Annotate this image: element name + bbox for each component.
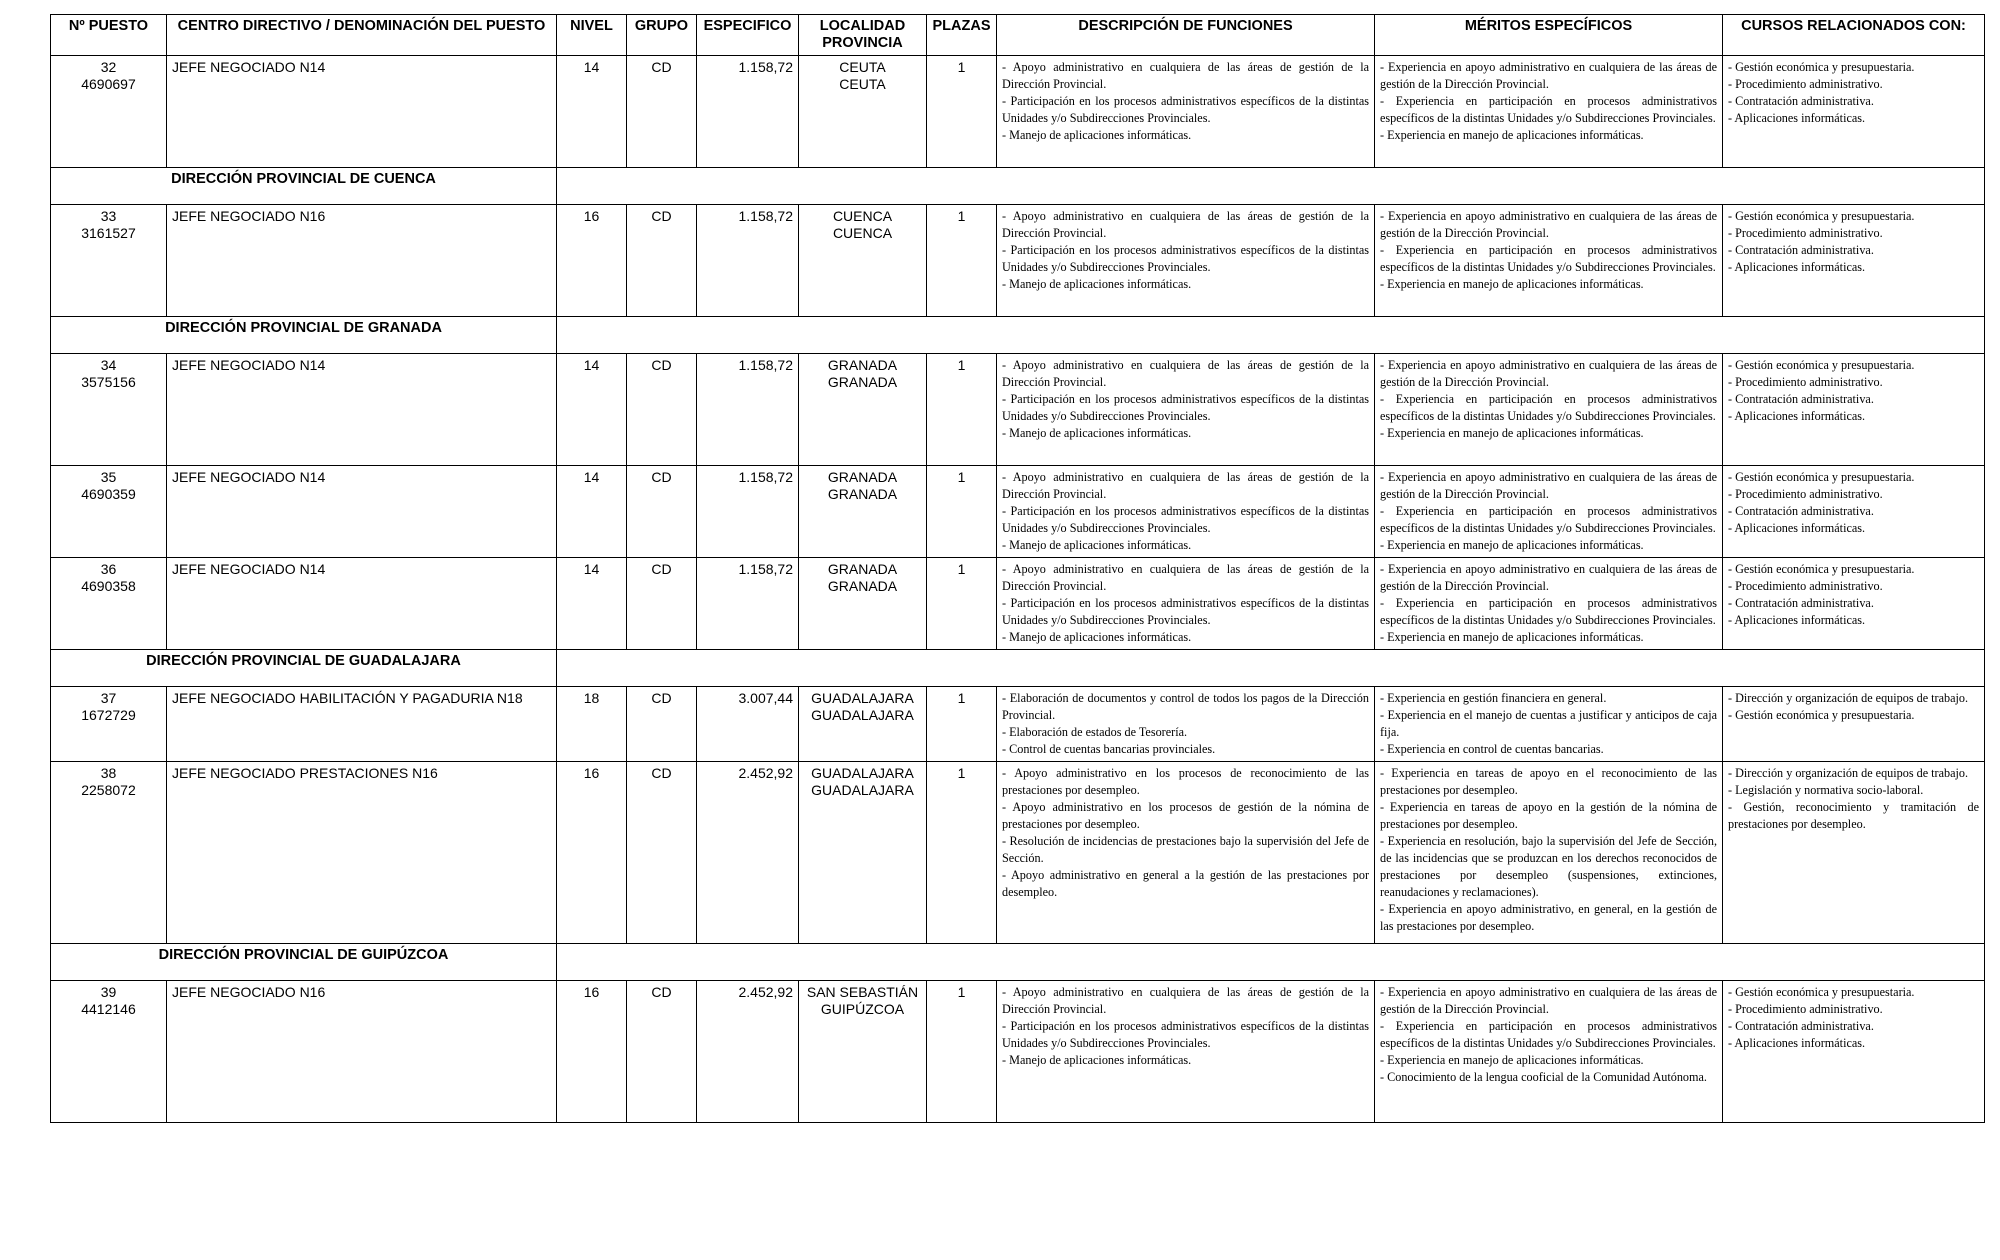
position-code: 1672729 [81, 707, 136, 723]
provincia-name: CUENCA [832, 225, 893, 241]
cursos-cell [1723, 466, 1985, 558]
curso-item: - Gestión económica y presupuestaria. [1728, 60, 1915, 74]
section-row [51, 944, 1985, 981]
plazas-cell: 1 [927, 56, 997, 168]
funcion-item: - Participación en los procesos administrativos específicos de la distintas Unidades y/o Subdirecciones Provinciales. [1002, 504, 1369, 535]
position-title: JEFE NEGOCIADO N16 [167, 205, 557, 317]
especifico-cell: 1.158,72 [697, 466, 799, 558]
table-row [51, 354, 1985, 466]
funcion-item: - Participación en los procesos administrativos específicos de la distintas Unidades y/o Subdirecciones Provinciales. [1002, 94, 1369, 125]
col-header-nivel: NIVEL [557, 15, 627, 56]
grupo-cell: CD [627, 762, 697, 944]
curso-item: - Dirección y organización de equipos de trabajo. [1728, 766, 1969, 780]
merito-item: - Experiencia en participación en procesos administrativos específicos de la distintas Unidades y/o Subdirecciones Provinciales. [1380, 392, 1717, 423]
position-code: 4412146 [81, 1001, 136, 1017]
col-header-descripcion: DESCRIPCIÓN DE FUNCIONES [997, 15, 1375, 56]
localidad-cell [799, 56, 927, 168]
grupo-cell: CD [627, 56, 697, 168]
position-code: 3161527 [81, 225, 136, 241]
curso-item: - Procedimiento administrativo. [1728, 375, 1883, 389]
merito-item: - Experiencia en apoyo administrativo en cualquiera de las áreas de gestión de la Dirección Provincial. [1380, 358, 1717, 389]
funciones-cell [997, 354, 1375, 466]
section-row-fill [557, 317, 1985, 354]
funciones-cell [997, 558, 1375, 650]
curso-item: - Gestión económica y presupuestaria. [1728, 358, 1915, 372]
funcion-item: - Elaboración de estados de Tesorería. [1002, 725, 1188, 739]
funcion-item: - Apoyo administrativo en cualquiera de las áreas de gestión de la Dirección Provincial. [1002, 470, 1369, 501]
merito-item: - Experiencia en apoyo administrativo en cualquiera de las áreas de gestión de la Dirección Provincial. [1380, 60, 1717, 91]
position-number: 32 [100, 59, 117, 75]
plazas-cell: 1 [927, 558, 997, 650]
curso-item: - Aplicaciones informáticas. [1728, 1036, 1866, 1050]
localidad-name: CEUTA [839, 59, 886, 75]
cursos-cell [1723, 354, 1985, 466]
position-title: JEFE NEGOCIADO N14 [167, 56, 557, 168]
localidad-name: GRANADA [827, 561, 898, 577]
table-row [51, 466, 1985, 558]
curso-item: - Legislación y normativa socio-laboral. [1728, 783, 1924, 797]
section-row-fill [557, 944, 1985, 981]
job-positions-table [50, 14, 1985, 1123]
funcion-item: - Control de cuentas bancarias provinciales. [1002, 742, 1216, 756]
section-row [51, 317, 1985, 354]
table-header [51, 15, 1985, 56]
merito-item: - Experiencia en apoyo administrativo en cualquiera de las áreas de gestión de la Dirección Provincial. [1380, 470, 1717, 501]
section-title: DIRECCIÓN PROVINCIAL DE GUADALAJARA [51, 650, 557, 687]
curso-item: - Gestión económica y presupuestaria. [1728, 562, 1915, 576]
localidad-name: SAN SEBASTIÁN [806, 984, 919, 1000]
funcion-item: - Manejo de aplicaciones informáticas. [1002, 538, 1192, 552]
section-row [51, 168, 1985, 205]
merito-item: - Experiencia en gestión financiera en general. [1380, 691, 1607, 705]
especifico-cell: 1.158,72 [697, 56, 799, 168]
cursos-cell [1723, 981, 1985, 1123]
curso-item: - Contratación administrativa. [1728, 94, 1874, 108]
curso-item: - Gestión económica y presupuestaria. [1728, 470, 1915, 484]
funciones-cell [997, 687, 1375, 762]
merito-item: - Experiencia en apoyo administrativo en cualquiera de las áreas de gestión de la Dirección Provincial. [1380, 985, 1717, 1016]
nivel-cell: 18 [557, 687, 627, 762]
localidad-cell [799, 687, 927, 762]
grupo-cell: CD [627, 687, 697, 762]
section-row-fill [557, 650, 1985, 687]
nivel-cell: 16 [557, 981, 627, 1123]
funciones-cell [997, 981, 1375, 1123]
provincia-name: CEUTA [839, 76, 886, 92]
section-title: DIRECCIÓN PROVINCIAL DE GRANADA [51, 317, 557, 354]
meritos-cell [1375, 558, 1723, 650]
curso-item: - Contratación administrativa. [1728, 392, 1874, 406]
funcion-item: - Manejo de aplicaciones informáticas. [1002, 277, 1192, 291]
funcion-item: - Participación en los procesos administrativos específicos de la distintas Unidades y/o Subdirecciones Provinciales. [1002, 392, 1369, 423]
localidad-cell [799, 354, 927, 466]
merito-item: - Experiencia en manejo de aplicaciones informáticas. [1380, 538, 1644, 552]
localidad-cell [799, 981, 927, 1123]
plazas-cell: 1 [927, 466, 997, 558]
position-title: JEFE NEGOCIADO N14 [167, 466, 557, 558]
curso-item: - Procedimiento administrativo. [1728, 77, 1883, 91]
localidad-name: CUENCA [832, 208, 893, 224]
curso-item: - Gestión económica y presupuestaria. [1728, 708, 1915, 722]
especifico-cell: 3.007,44 [697, 687, 799, 762]
curso-item: - Contratación administrativa. [1728, 1019, 1874, 1033]
plazas-cell: 1 [927, 205, 997, 317]
funcion-item: - Manejo de aplicaciones informáticas. [1002, 630, 1192, 644]
funcion-item: - Participación en los procesos administrativos específicos de la distintas Unidades y/o Subdirecciones Provinciales. [1002, 1019, 1369, 1050]
position-id-cell [51, 354, 167, 466]
especifico-cell: 2.452,92 [697, 981, 799, 1123]
section-title: DIRECCIÓN PROVINCIAL DE CUENCA [51, 168, 557, 205]
position-number: 35 [100, 469, 117, 485]
col-header-localidad-line2: PROVINCIA [822, 35, 903, 51]
curso-item: - Aplicaciones informáticas. [1728, 260, 1866, 274]
curso-item: - Contratación administrativa. [1728, 504, 1874, 518]
nivel-cell: 14 [557, 56, 627, 168]
col-header-localidad-line1: LOCALIDAD [819, 18, 906, 34]
position-number: 34 [100, 357, 117, 373]
localidad-cell [799, 558, 927, 650]
funcion-item: - Apoyo administrativo en cualquiera de las áreas de gestión de la Dirección Provincial. [1002, 562, 1369, 593]
table-row [51, 558, 1985, 650]
localidad-cell [799, 466, 927, 558]
position-id-cell [51, 762, 167, 944]
cursos-cell [1723, 205, 1985, 317]
position-number: 38 [100, 765, 117, 781]
provincia-name: GUIPÚZCOA [820, 1001, 905, 1017]
table-row [51, 205, 1985, 317]
table-row [51, 762, 1985, 944]
curso-item: - Procedimiento administrativo. [1728, 579, 1883, 593]
merito-item: - Experiencia en participación en procesos administrativos específicos de la distintas Unidades y/o Subdirecciones Provinciales. [1380, 504, 1717, 535]
position-title: JEFE NEGOCIADO N14 [167, 354, 557, 466]
col-header-plazas: PLAZAS [927, 15, 997, 56]
provincia-name: GRANADA [827, 486, 898, 502]
table-row [51, 981, 1985, 1123]
funcion-item: - Participación en los procesos administrativos específicos de la distintas Unidades y/o Subdirecciones Provinciales. [1002, 596, 1369, 627]
funcion-item: - Manejo de aplicaciones informáticas. [1002, 1053, 1192, 1067]
funcion-item: - Apoyo administrativo en los procesos de reconocimiento de las prestaciones por desempleo. [1002, 766, 1369, 797]
plazas-cell: 1 [927, 981, 997, 1123]
nivel-cell: 14 [557, 354, 627, 466]
merito-item: - Experiencia en resolución, bajo la supervisión del Jefe de Sección, de las incidencias que se produzcan en los derechos reconocidos de prestaciones por desempleo (suspensiones, extinciones, reanudaciones y reclamaciones). [1380, 834, 1717, 899]
funciones-cell [997, 762, 1375, 944]
merito-item: - Experiencia en manejo de aplicaciones informáticas. [1380, 630, 1644, 644]
curso-item: - Aplicaciones informáticas. [1728, 613, 1866, 627]
localidad-name: GUADALAJARA [811, 765, 914, 781]
merito-item: - Experiencia en participación en procesos administrativos específicos de la distintas Unidades y/o Subdirecciones Provinciales. [1380, 1019, 1717, 1050]
meritos-cell [1375, 466, 1723, 558]
funcion-item: - Apoyo administrativo en cualquiera de las áreas de gestión de la Dirección Provincial. [1002, 358, 1369, 389]
table-row [51, 687, 1985, 762]
position-id-cell [51, 558, 167, 650]
merito-item: - Conocimiento de la lengua cooficial de la Comunidad Autónoma. [1380, 1070, 1707, 1084]
curso-item: - Contratación administrativa. [1728, 596, 1874, 610]
curso-item: - Aplicaciones informáticas. [1728, 521, 1866, 535]
col-header-grupo: GRUPO [627, 15, 697, 56]
position-number: 36 [100, 561, 117, 577]
position-number: 33 [100, 208, 117, 224]
provincia-name: GUADALAJARA [811, 782, 914, 798]
col-header-localidad [799, 15, 927, 56]
plazas-cell: 1 [927, 354, 997, 466]
position-id-cell [51, 56, 167, 168]
merito-item: - Experiencia en apoyo administrativo en cualquiera de las áreas de gestión de la Dirección Provincial. [1380, 209, 1717, 240]
meritos-cell [1375, 56, 1723, 168]
merito-item: - Experiencia en apoyo administrativo en cualquiera de las áreas de gestión de la Dirección Provincial. [1380, 562, 1717, 593]
localidad-name: GRANADA [827, 469, 898, 485]
cursos-cell [1723, 762, 1985, 944]
col-header-centro: CENTRO DIRECTIVO / DENOMINACIÓN DEL PUESTO [167, 15, 557, 56]
merito-item: - Experiencia en participación en procesos administrativos específicos de la distintas Unidades y/o Subdirecciones Provinciales. [1380, 596, 1717, 627]
funcion-item: - Apoyo administrativo en cualquiera de las áreas de gestión de la Dirección Provincial. [1002, 60, 1369, 91]
plazas-cell: 1 [927, 762, 997, 944]
curso-item: - Procedimiento administrativo. [1728, 1002, 1883, 1016]
cursos-cell [1723, 558, 1985, 650]
curso-item: - Gestión, reconocimiento y tramitación de prestaciones por desempleo. [1728, 800, 1979, 831]
localidad-name: GUADALAJARA [811, 690, 914, 706]
merito-item: - Experiencia en el manejo de cuentas a justificar y anticipos de caja fija. [1380, 708, 1717, 739]
funcion-item: - Manejo de aplicaciones informáticas. [1002, 426, 1192, 440]
localidad-cell [799, 205, 927, 317]
meritos-cell [1375, 687, 1723, 762]
funcion-item: - Apoyo administrativo en los procesos de gestión de la nómina de prestaciones por desempleo. [1002, 800, 1369, 831]
provincia-name: GRANADA [827, 578, 898, 594]
position-id-cell [51, 466, 167, 558]
section-title: DIRECCIÓN PROVINCIAL DE GUIPÚZCOA [51, 944, 557, 981]
col-header-especifico: ESPECIFICO [697, 15, 799, 56]
position-code: 4690358 [81, 578, 136, 594]
position-title: JEFE NEGOCIADO HABILITACIÓN Y PAGADURIA N18 [167, 687, 557, 762]
position-code: 4690697 [81, 76, 136, 92]
funcion-item: - Resolución de incidencias de prestaciones bajo la supervisión del Jefe de Sección. [1002, 834, 1369, 865]
plazas-cell: 1 [927, 687, 997, 762]
curso-item: - Gestión económica y presupuestaria. [1728, 985, 1915, 999]
curso-item: - Procedimiento administrativo. [1728, 487, 1883, 501]
nivel-cell: 16 [557, 205, 627, 317]
curso-item: - Gestión económica y presupuestaria. [1728, 209, 1915, 223]
merito-item: - Experiencia en participación en procesos administrativos específicos de la distintas Unidades y/o Subdirecciones Provinciales. [1380, 243, 1717, 274]
grupo-cell: CD [627, 205, 697, 317]
col-header-meritos: MÉRITOS ESPECÍFICOS [1375, 15, 1723, 56]
merito-item: - Experiencia en participación en procesos administrativos específicos de la distintas Unidades y/o Subdirecciones Provinciales. [1380, 94, 1717, 125]
meritos-cell [1375, 205, 1723, 317]
nivel-cell: 14 [557, 558, 627, 650]
table-body [51, 56, 1985, 1123]
curso-item: - Procedimiento administrativo. [1728, 226, 1883, 240]
grupo-cell: CD [627, 466, 697, 558]
merito-item: - Experiencia en control de cuentas bancarias. [1380, 742, 1604, 756]
funciones-cell [997, 466, 1375, 558]
position-code: 2258072 [81, 782, 136, 798]
cursos-cell [1723, 56, 1985, 168]
merito-item: - Experiencia en tareas de apoyo en el reconocimiento de las prestaciones por desempleo. [1380, 766, 1717, 797]
meritos-cell [1375, 762, 1723, 944]
especifico-cell: 1.158,72 [697, 354, 799, 466]
col-header-cursos: CURSOS RELACIONADOS CON: [1723, 15, 1985, 56]
provincia-name: GRANADA [827, 374, 898, 390]
meritos-cell [1375, 981, 1723, 1123]
localidad-name: GRANADA [827, 357, 898, 373]
funcion-item: - Participación en los procesos administrativos específicos de la distintas Unidades y/o Subdirecciones Provinciales. [1002, 243, 1369, 274]
funciones-cell [997, 56, 1375, 168]
merito-item: - Experiencia en manejo de aplicaciones informáticas. [1380, 1053, 1644, 1067]
position-number: 39 [100, 984, 117, 1000]
especifico-cell: 2.452,92 [697, 762, 799, 944]
merito-item: - Experiencia en tareas de apoyo en la gestión de la nómina de prestaciones por desempleo. [1380, 800, 1717, 831]
position-code: 3575156 [81, 374, 136, 390]
especifico-cell: 1.158,72 [697, 558, 799, 650]
merito-item: - Experiencia en manejo de aplicaciones informáticas. [1380, 128, 1644, 142]
position-id-cell [51, 981, 167, 1123]
cursos-cell [1723, 687, 1985, 762]
section-row-fill [557, 168, 1985, 205]
curso-item: - Dirección y organización de equipos de trabajo. [1728, 691, 1969, 705]
funcion-item: - Manejo de aplicaciones informáticas. [1002, 128, 1192, 142]
funcion-item: - Elaboración de documentos y control de todos los pagos de la Dirección Provincial. [1002, 691, 1369, 722]
funciones-cell [997, 205, 1375, 317]
position-code: 4690359 [81, 486, 136, 502]
merito-item: - Experiencia en apoyo administrativo, en general, en la gestión de las prestaciones por desempleo. [1380, 902, 1717, 933]
position-title: JEFE NEGOCIADO N14 [167, 558, 557, 650]
position-number: 37 [100, 690, 117, 706]
meritos-cell [1375, 354, 1723, 466]
table-row [51, 56, 1985, 168]
funcion-item: - Apoyo administrativo en cualquiera de las áreas de gestión de la Dirección Provincial. [1002, 209, 1369, 240]
funcion-item: - Apoyo administrativo en cualquiera de las áreas de gestión de la Dirección Provincial. [1002, 985, 1369, 1016]
merito-item: - Experiencia en manejo de aplicaciones informáticas. [1380, 426, 1644, 440]
grupo-cell: CD [627, 354, 697, 466]
localidad-cell [799, 762, 927, 944]
grupo-cell: CD [627, 558, 697, 650]
nivel-cell: 16 [557, 762, 627, 944]
curso-item: - Contratación administrativa. [1728, 243, 1874, 257]
funcion-item: - Apoyo administrativo en general a la gestión de las prestaciones por desempleo. [1002, 868, 1369, 899]
provincia-name: GUADALAJARA [811, 707, 914, 723]
section-row [51, 650, 1985, 687]
position-id-cell [51, 205, 167, 317]
grupo-cell: CD [627, 981, 697, 1123]
curso-item: - Aplicaciones informáticas. [1728, 409, 1866, 423]
position-title: JEFE NEGOCIADO N16 [167, 981, 557, 1123]
merito-item: - Experiencia en manejo de aplicaciones informáticas. [1380, 277, 1644, 291]
especifico-cell: 1.158,72 [697, 205, 799, 317]
position-id-cell [51, 687, 167, 762]
col-header-num: Nº PUESTO [51, 15, 167, 56]
curso-item: - Aplicaciones informáticas. [1728, 111, 1866, 125]
position-title: JEFE NEGOCIADO PRESTACIONES N16 [167, 762, 557, 944]
nivel-cell: 14 [557, 466, 627, 558]
